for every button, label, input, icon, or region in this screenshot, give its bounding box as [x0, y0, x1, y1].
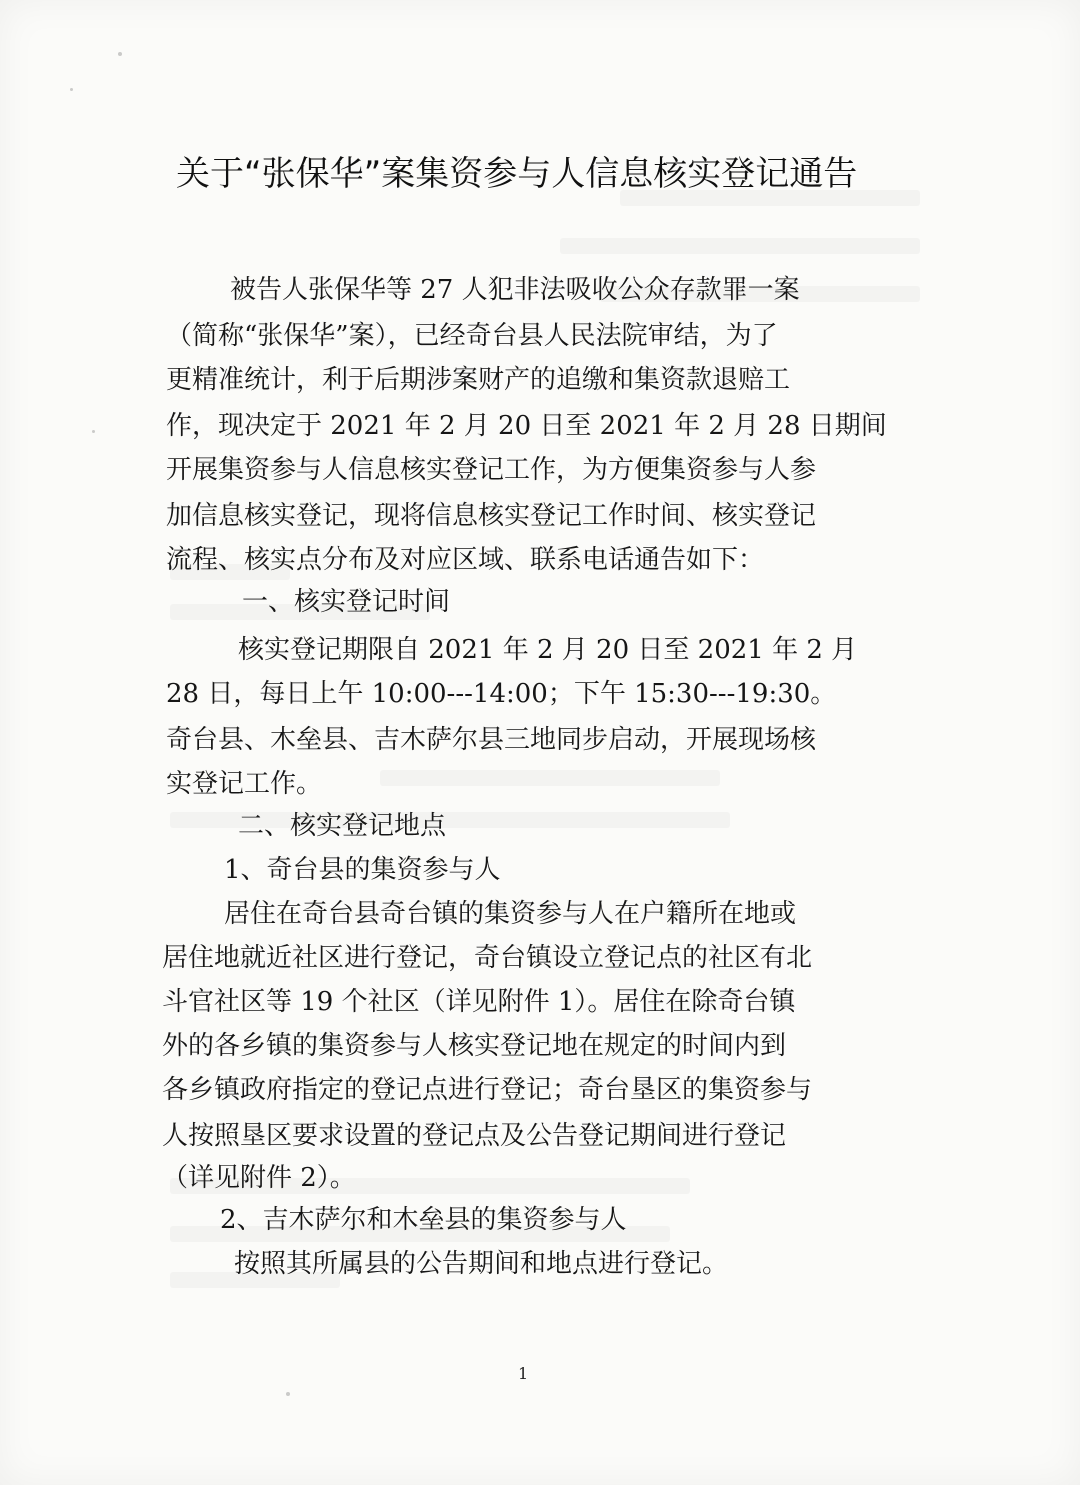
paragraph-line: 作，现决定于 2021 年 2 月 20 日至 2021 年 2 月 28 日期间 [166, 411, 887, 441]
paragraph-line: 外的各乡镇的集资参与人核实登记地在规定的时间内到 [162, 1031, 787, 1061]
document-title: 关于“张保华”案集资参与人信息核实登记通告 [176, 154, 858, 194]
paragraph-line: （简称“张保华”案），已经奇台县人民法院审结，为了 [166, 321, 778, 351]
bleed-through-mark [560, 238, 920, 254]
section-heading: 一、核实登记时间 [242, 587, 451, 617]
paragraph-line: 实登记工作。 [166, 769, 323, 799]
paragraph-line: 开展集资参与人信息核实登记工作，为方便集资参与人参 [166, 455, 817, 485]
paragraph-line: 加信息核实登记，现将信息核实登记工作时间、核实登记 [166, 501, 817, 531]
paragraph-line: 核实登记期限自 2021 年 2 月 20 日至 2021 年 2 月 [238, 635, 858, 665]
paragraph-line: 居住在奇台县奇台镇的集资参与人在户籍所在地或 [224, 899, 797, 929]
paragraph-line: 各乡镇政府指定的登记点进行登记；奇台垦区的集资参与 [162, 1075, 813, 1105]
scan-speck [70, 88, 73, 91]
paragraph-line: 奇台县、木垒县、吉木萨尔县三地同步启动，开展现场核 [166, 725, 817, 755]
paragraph-line: 居住地就近社区进行登记，奇台镇设立登记点的社区有北 [162, 943, 813, 973]
scan-speck [286, 1392, 290, 1396]
paragraph-line: 28 日，每日上午 10:00---14:00；下午 15:30---19:30。 [166, 679, 837, 709]
subsection-heading: 1、奇台县的集资参与人 [224, 855, 501, 885]
section-heading: 二、核实登记地点 [238, 811, 447, 841]
paragraph-line: 流程、核实点分布及对应区域、联系电话通告如下： [166, 545, 765, 575]
paragraph-line: 更精准统计，利于后期涉案财产的追缴和集资款退赔工 [166, 365, 791, 395]
subsection-heading: 2、吉木萨尔和木垒县的集资参与人 [220, 1205, 627, 1235]
paragraph-line: 按照其所属县的公告期间和地点进行登记。 [234, 1249, 729, 1279]
bleed-through-mark [380, 770, 720, 786]
scan-speck [118, 52, 122, 56]
scan-speck [92, 430, 95, 433]
paragraph-line: 被告人张保华等 27 人犯非法吸收公众存款罪一案 [230, 275, 800, 305]
paragraph-line: 人按照垦区要求设置的登记点及公告登记期间进行登记 [162, 1121, 787, 1151]
paragraph-line: 斗官社区等 19 个社区（详见附件 1）。居住在除奇台镇 [162, 987, 796, 1017]
paragraph-line: （详见附件 2）。 [162, 1163, 356, 1193]
page-number: 1 [518, 1364, 529, 1383]
